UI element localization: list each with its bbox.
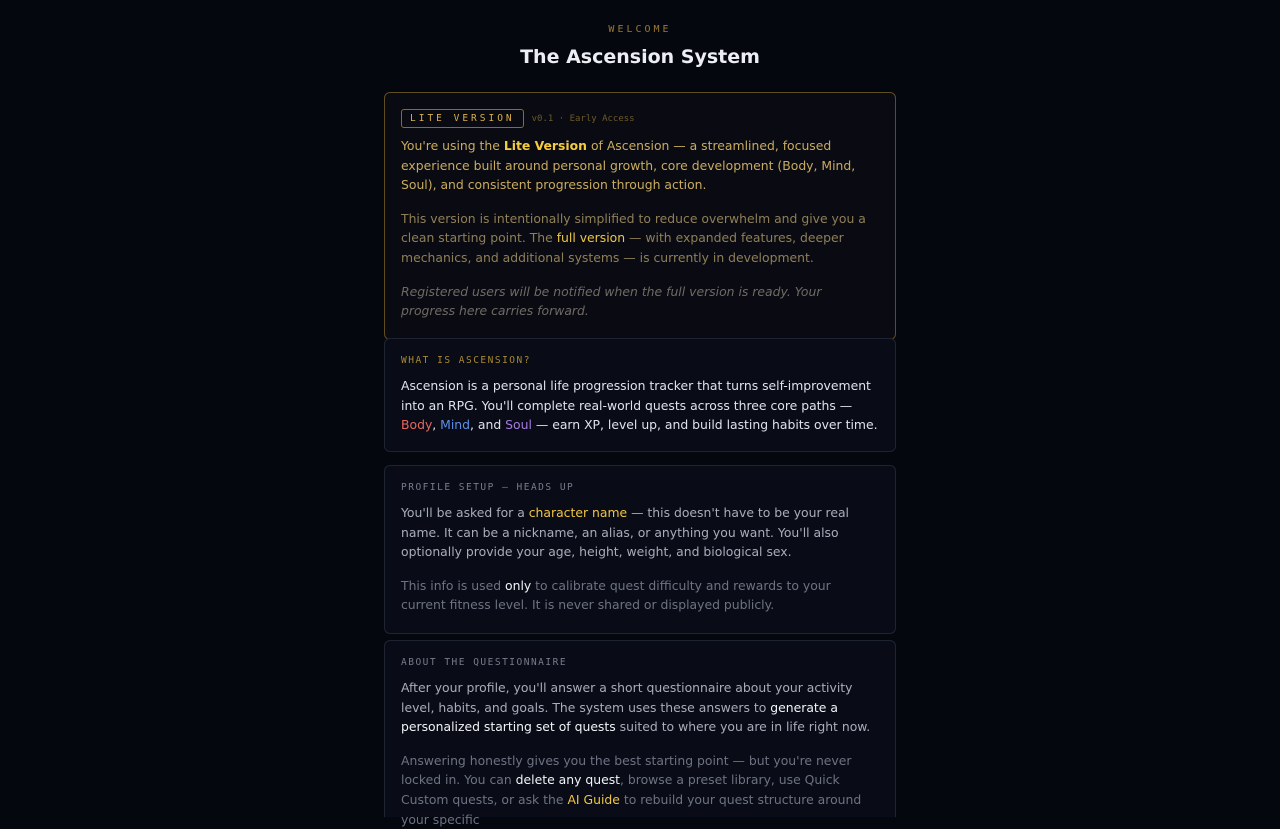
text-span: This info is used [401,577,506,593]
welcome-eyebrow: WELCOME [608,24,672,35]
card-label: PROFILE SETUP — HEADS UP [401,482,575,493]
text-span: You'll be asked for a [401,505,529,520]
full-version-highlight: full version [556,230,626,246]
text-span: , [432,417,441,433]
text-span: Answering honestly gives you the best starting point — but you're never locked in. You can [401,752,852,788]
profile-privacy-paragraph [401,576,879,615]
page-title: The Ascension System [520,46,760,68]
lite-version-card [384,92,896,340]
character-name-highlight: character name [528,505,628,520]
questionnaire-paragraph [401,678,879,737]
text-span: — with expanded features, deeper mechanics, and additional systems — is currently in development. [401,230,844,265]
lite-version-badge: LITE VERSION [401,109,524,128]
lite-intro-paragraph [401,136,879,195]
profile-paragraph [401,503,879,562]
lite-simplified-paragraph [401,209,879,268]
ai-guide-highlight: AI Guide [567,791,620,807]
questionnaire-flexibility-paragraph [401,751,879,829]
questionnaire-card [384,640,896,827]
text-span: This version is intentionally simplified to reduce overwhelm and give you a clean starting point. The [401,210,866,246]
lite-notice-paragraph: Registered users will be notified when the full version is ready. Your progress here carries forward. [401,283,822,319]
profile-setup-card [384,465,896,634]
what-paragraph [401,376,879,435]
text-span: After your profile, you'll answer a short questionnaire about your activity level, habits, and goals. The system uses these answers to [401,680,853,715]
only-highlight: only [505,577,532,593]
text-span: You're using the [401,138,504,153]
text-span: , browse a preset library, use Quick Custom quests, or ask the [401,772,840,807]
text-span: , and [470,417,506,433]
personalized-quests-highlight: generate a personalized starting set of quests [401,699,838,735]
text-span: — earn XP, level up, and build lasting habits over time. [531,417,878,433]
text-span: Ascension is a personal life progression tracker that turns self-improvement into an RPG. You'll complete real-world quests across three core paths — [401,378,871,413]
text-span: suited to where you are in life right now. [615,719,871,735]
text-span: of Ascension — a streamlined, focused experience built around personal growth, core development (Body, Mind, Soul), and consistent progression through action. [401,138,856,193]
text-span: to calibrate quest difficulty and rewards to your current fitness level. It is never shared or displayed publicly. [401,577,831,613]
soul-path-label: Soul [505,417,532,433]
delete-quest-highlight: delete any quest [515,772,621,788]
what-is-ascension-card [384,338,896,452]
lite-version-highlight: Lite Version [503,138,587,153]
badge-row [401,109,879,128]
card-label: ABOUT THE QUESTIONNAIRE [401,657,568,668]
body-path-label: Body [401,417,433,433]
text-span: — this doesn't have to be your real name. It can be a nickname, an alias, or anything you want. You'll also optionally provide your age, height, weight, and biological sex. [401,505,849,560]
version-label: v0.1 · Early Access [531,113,635,124]
mind-path-label: Mind [440,417,471,433]
card-label: WHAT IS ASCENSION? [401,355,531,366]
text-span: to rebuild your quest structure around your specific [401,791,862,827]
